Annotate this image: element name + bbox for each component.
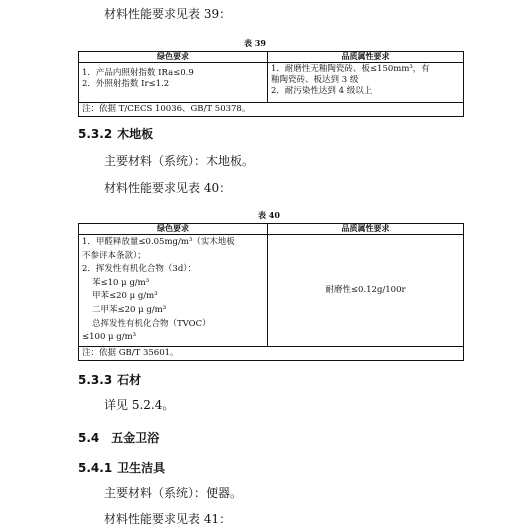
table40-green-line-6: 二甲苯≤20 μ g/m³ xyxy=(92,304,167,315)
table39-green-line-1: 1．产品内照射指数 IRa≤0.9 xyxy=(82,68,194,78)
table40-header-green: 绿色要求 xyxy=(79,224,268,235)
section-number: 5.4.1 xyxy=(78,461,113,475)
table40-green-line-7: 总挥发性有机化合物（TVOC） xyxy=(92,318,211,329)
table40-note: 注：依据 GB/T 35601。 xyxy=(79,346,464,360)
section-number: 5.4 xyxy=(78,431,100,445)
section-heading-5-3-3 xyxy=(78,372,141,388)
table39-header-quality: 品质属性要求 xyxy=(268,52,464,63)
table40-green-line-8: ≤100 μ g/m³ xyxy=(82,332,137,343)
table39-quality-line-3: 2．耐污染性达到 4 级以上 xyxy=(271,86,373,96)
table39-header-green: 绿色要求 xyxy=(79,52,268,63)
section-heading-5-4-1 xyxy=(78,460,165,476)
table39-note: 注：依据 T/CECS 10036、GB/T 50378。 xyxy=(79,103,464,117)
detail-5-3-3: 详见 5.2.4。 xyxy=(104,398,175,412)
table40-caption: 表 40 xyxy=(258,210,280,220)
table39-quality-line-1: 1．耐磨性无釉陶瓷砖、板≤150mm³，有 xyxy=(271,64,430,74)
table40-green-line-5: 甲苯≤20 μ g/m³ xyxy=(92,291,158,302)
table39-caption: 表 39 xyxy=(244,38,266,48)
main-material-5-3-2: 主要材料（系统）：木地板。 xyxy=(104,154,255,168)
table41-intro: 材料性能要求见表 41： xyxy=(104,512,232,526)
section-number: 5.3.3 xyxy=(78,373,113,387)
table40-header-quality: 品质属性要求 xyxy=(268,224,464,235)
section-heading-5-3-2 xyxy=(78,126,153,142)
section-title: 石材 xyxy=(117,373,142,387)
table40-green-line-1: 1．甲醛释放量≤0.05mg/m³（实木地板 xyxy=(82,237,235,247)
table-40 xyxy=(78,223,464,361)
table40-quality: 耐磨性≤0.12g/100r xyxy=(268,235,464,347)
table39-intro: 材料性能要求见表 39： xyxy=(104,7,232,21)
section-heading-5-4 xyxy=(78,430,159,446)
main-material-5-4-1: 主要材料（系统）：便器。 xyxy=(104,486,243,500)
table39-quality-line-2: 釉陶瓷砖、板达到 3 级 xyxy=(271,75,359,85)
section-title: 五金卫浴 xyxy=(111,431,160,445)
section-number: 5.3.2 xyxy=(78,127,113,141)
table40-green-line-2: 不参评本条款）； xyxy=(82,250,146,261)
table40-green-line-3: 2．挥发性有机化合物（3d）： xyxy=(82,264,197,275)
section-title: 木地板 xyxy=(117,127,154,141)
table39-green-line-2: 2．外照射指数 Ir≤1.2 xyxy=(82,79,170,89)
table40-intro: 材料性能要求见表 40： xyxy=(104,181,232,195)
section-title: 卫生洁具 xyxy=(117,461,166,475)
table40-green-line-4: 苯≤10 μ g/m³ xyxy=(92,277,150,288)
table-39 xyxy=(78,51,464,117)
